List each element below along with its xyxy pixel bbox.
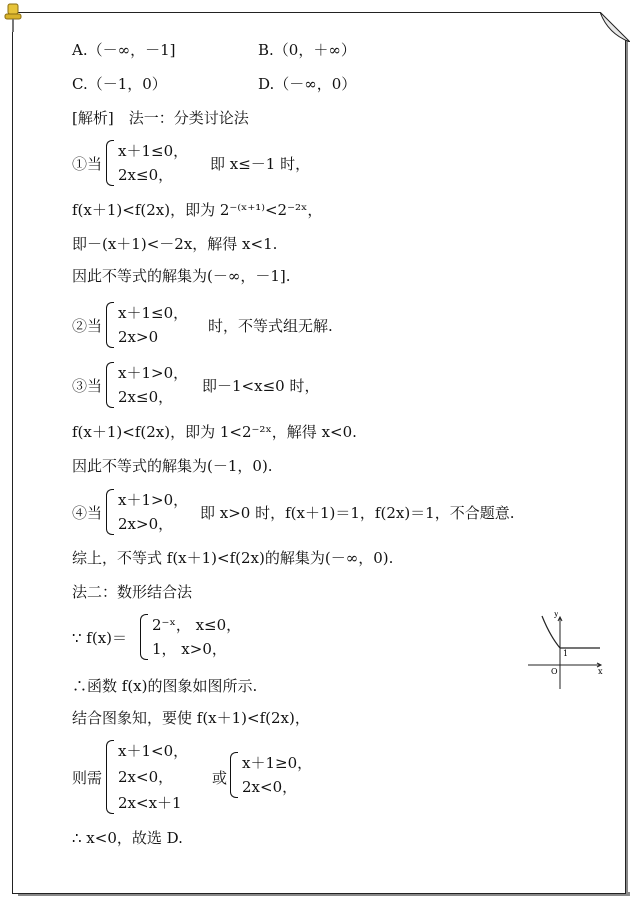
def-row: 2⁻ˣ， x≤0， [152,616,242,634]
option-d: D.（－∞，0） [258,75,357,93]
case3-suffix: 即－1<x≤0 时， [202,377,320,395]
final-line: ∴ x<0，故选 D. [72,829,183,847]
function-graph [526,612,606,692]
case2-prefix: ②当 [72,317,103,335]
or-word: 或 [212,769,228,787]
option-a: A.（－∞，－1] [72,41,176,59]
case3-line2: 因此不等式的解集为(－1，0). [72,457,273,475]
conclude-line: 结合图象知，要使 f(x＋1)<f(2x)， [72,709,310,727]
case4-row: 2x>0， [118,515,174,533]
case1-prefix: ①当 [72,155,103,173]
page-curl-icon [600,12,630,42]
pushpin-icon [2,2,24,34]
case3-prefix: ③当 [72,377,103,395]
case1-line2: 即－(x＋1)<－2x，解得 x<1. [72,235,278,253]
need-row: x＋1<0， [118,742,189,760]
case4-suffix: 即 x>0 时，f(x＋1)＝1，f(2x)＝1，不合题意. [200,504,515,522]
curve-exponential [542,616,560,648]
case3-row: x＋1>0， [118,364,189,382]
case4-prefix: ④当 [72,504,103,522]
one-label: 1 [563,649,569,658]
case2-row: 2x>0 [118,328,159,346]
need-row: 2x<0， [118,768,174,786]
case4-row: x＋1>0， [118,491,189,509]
need-prefix: 则需 [72,769,103,787]
summary-line: 综上，不等式 f(x＋1)<f(2x)的解集为(－∞，0). [72,549,394,567]
def-row: 1， x>0， [152,640,227,658]
case2-suffix: 时，不等式组无解. [208,317,333,335]
option-b: B.（0，＋∞） [258,41,356,59]
graph-line: ∴函数 f(x)的图象如图所示. [72,677,258,695]
case4-system [106,489,196,535]
need-row: 2x<x＋1 [118,794,182,812]
case3-row: 2x≤0， [118,388,174,406]
method2-title: 法二：数形结合法 [72,583,193,601]
need-system-2 [230,752,330,798]
case1-system [106,140,196,186]
need-row: x＋1≥0， [242,754,313,772]
case1-line3: 因此不等式的解集为(－∞，－1]. [72,267,291,285]
analysis-title: [解析] 法一：分类讨论法 [72,109,249,127]
x-label: x [598,667,603,676]
method2-def-prefix: ∵ f(x)＝ [72,629,128,647]
origin-label: O [551,667,558,676]
case1-row: x＋1≤0， [118,142,189,160]
need-system-1 [106,740,206,814]
case3-line1: f(x＋1)<f(2x)，即为 1<2⁻²ˣ，解得 x<0. [72,423,357,441]
option-c: C.（－1，0） [72,75,167,93]
case1-row: 2x≤0， [118,166,174,184]
method2-def-system [140,614,260,660]
case2-system [106,302,196,348]
need-row: 2x<0， [242,778,298,796]
case1-line1: f(x＋1)<f(2x)，即为 2⁻⁽ˣ⁺¹⁾<2⁻²ˣ， [72,201,323,219]
y-label: y [554,612,559,618]
case1-suffix: 即 x≤－1 时， [210,155,311,173]
case3-system [106,362,196,408]
case2-row: x＋1≤0， [118,304,189,322]
